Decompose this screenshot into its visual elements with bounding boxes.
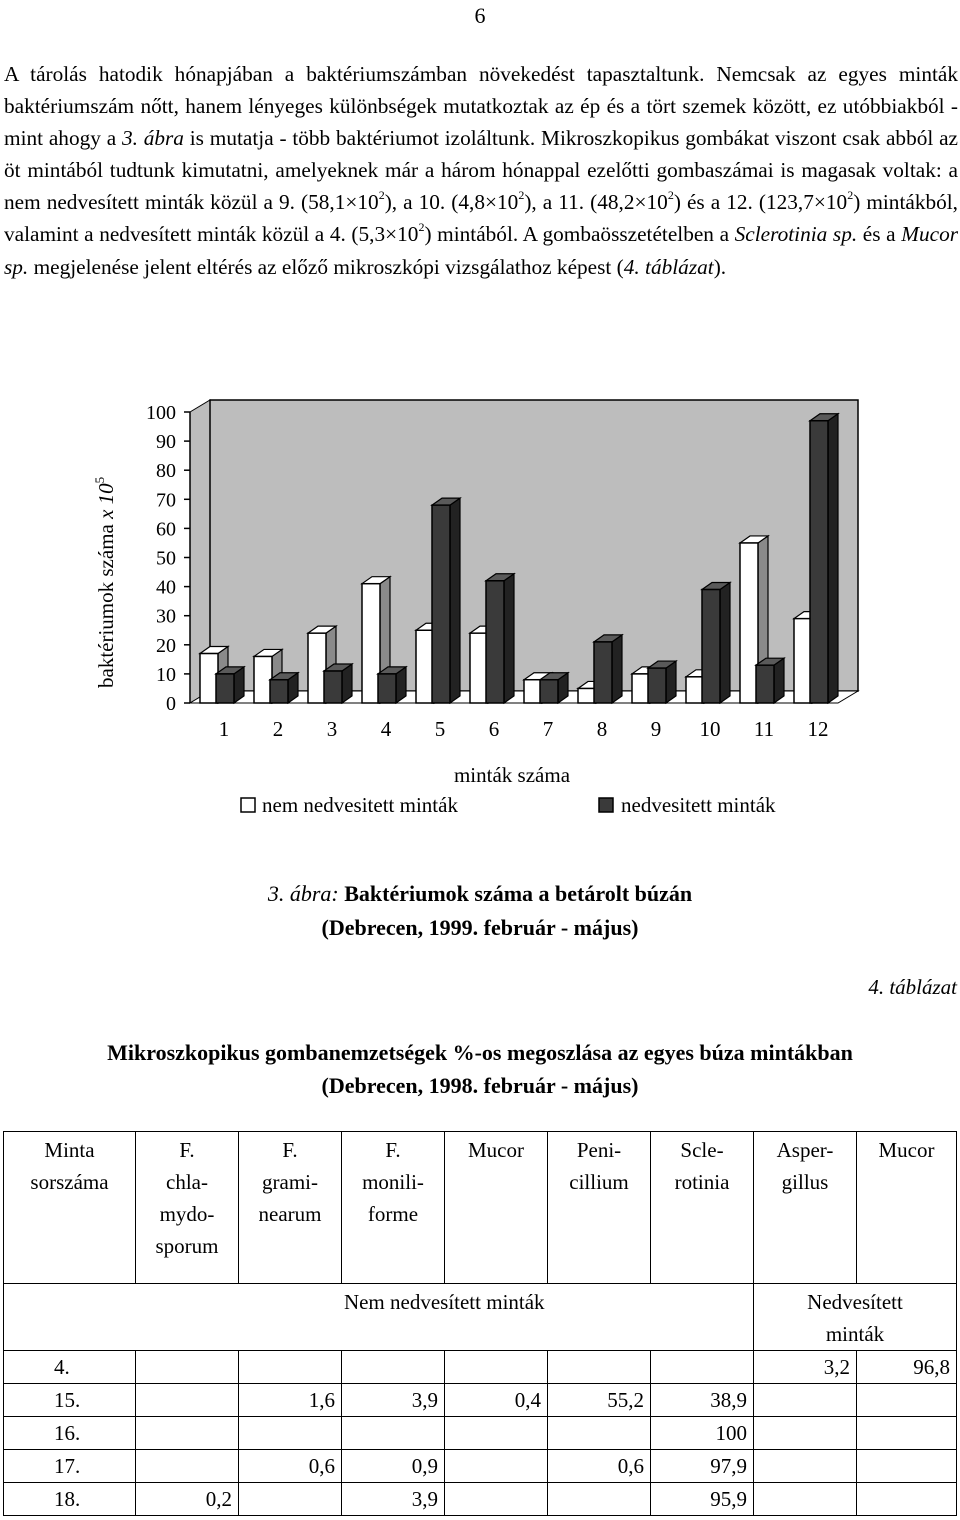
table-row xyxy=(4,1417,957,1450)
x-tick-label: 11 xyxy=(753,717,775,741)
bar-moistened xyxy=(810,414,838,703)
legend-swatch-non-moistened xyxy=(241,798,255,812)
table-row xyxy=(4,1384,957,1417)
figure-title-line1: Baktériumok száma a betárolt búzán xyxy=(338,881,693,906)
exponent: 2 xyxy=(667,188,674,203)
text-run: ). xyxy=(713,254,727,279)
exponent: 2 xyxy=(518,188,525,203)
x-tick-label: 4 xyxy=(380,717,392,741)
x-axis-title: minták száma xyxy=(453,763,571,787)
table-group-row xyxy=(4,1284,957,1351)
table-cell: 3,9 xyxy=(342,1384,445,1417)
table-row xyxy=(4,1351,957,1384)
header-f-graminearum: F. grami- nearum xyxy=(239,1132,342,1284)
times-sign: × xyxy=(345,190,358,215)
bar-moistened-face xyxy=(720,583,730,703)
table-cell xyxy=(136,1450,239,1483)
table-cell: 96,8 xyxy=(857,1351,957,1384)
bar-moistened xyxy=(648,661,676,703)
bar-moistened-face xyxy=(378,674,396,703)
y-tick-label: 60 xyxy=(156,518,176,541)
table-cell xyxy=(754,1384,857,1417)
header-penicillium: Peni- cillium xyxy=(548,1132,651,1284)
table-cell xyxy=(754,1450,857,1483)
y-axis-title: baktériumok száma x $10^5$ xyxy=(92,476,118,688)
table-body xyxy=(4,1351,957,1516)
x-tick-label: 7 xyxy=(542,717,554,741)
text-run: megjelenése jelent eltérés az előző mikroszkópi vizsgálathoz képest ( xyxy=(28,254,624,279)
table-cell: 0,4 xyxy=(445,1384,548,1417)
header-minta: Minta sorszáma xyxy=(4,1132,136,1284)
row-label: 17. xyxy=(4,1450,136,1483)
bar-moistened-face xyxy=(774,658,784,703)
bar-moistened xyxy=(702,583,730,703)
bar-moistened-face xyxy=(648,668,666,703)
table-cell: 0,2 xyxy=(136,1483,239,1516)
table-title-line1: Mikroszkopikus gombanemzetségek %-os megoszlása az egyes búza mintákban xyxy=(107,1040,853,1065)
bar-moistened-face xyxy=(612,635,622,703)
table-cell: 95,9 xyxy=(651,1483,754,1516)
table-cell: 97,9 xyxy=(651,1450,754,1483)
y-tick-label: 0 xyxy=(166,693,176,715)
table-cell: 3,9 xyxy=(342,1483,445,1516)
table-cell xyxy=(754,1483,857,1516)
table-cell xyxy=(136,1351,239,1384)
bar-moistened-face xyxy=(324,671,342,703)
table-cell xyxy=(857,1483,957,1516)
table-cell xyxy=(857,1417,957,1450)
table-cell xyxy=(548,1483,651,1516)
x-tick-label: 9 xyxy=(650,717,662,741)
y-tick-label: 80 xyxy=(156,460,176,483)
figure-caption xyxy=(0,877,960,945)
table-cell: 1,6 xyxy=(239,1384,342,1417)
bar-moistened-face xyxy=(486,581,504,703)
header-mucor-2: Mucor xyxy=(857,1132,957,1284)
x-tick-label: 3 xyxy=(326,717,338,741)
text-run: ) mintákból, valamint a nedvesített minták közül a 4. (5,3 xyxy=(4,190,959,247)
exponent: 2 xyxy=(847,188,854,203)
x-tick-label: 5 xyxy=(434,717,446,741)
bar-moistened xyxy=(594,635,622,703)
text-run: és a xyxy=(857,222,902,247)
y-tick-label: 90 xyxy=(156,431,176,454)
bar-moistened-face xyxy=(540,680,558,703)
y-tick-label: 10 xyxy=(156,663,176,686)
table-cell xyxy=(239,1483,342,1516)
y-tick-label: 70 xyxy=(156,489,176,512)
table-cell: 0,6 xyxy=(239,1450,342,1483)
bar-moistened-face xyxy=(504,574,514,703)
bar-moistened xyxy=(270,673,298,703)
figure-title-line2: (Debrecen, 1999. február - május) xyxy=(321,915,639,940)
bar-moistened xyxy=(756,658,784,703)
legend-swatch-moistened xyxy=(599,798,613,812)
x-tick-label: 6 xyxy=(488,717,500,741)
table-row xyxy=(4,1450,957,1483)
table-cell: 3,2 xyxy=(754,1351,857,1384)
text-run: A tárolás hatodik hónapjában a baktériumszámban növekedést tapasztaltunk. Nemcsak az egyes minták baktériumszám nőtt, hanem lényeges különbségek mutatkoztak az ép és a tört szemek között, ez utóbbiakból - mint ahogy a xyxy=(4,62,958,151)
x-tick-label: 10 xyxy=(699,717,721,741)
bar-moistened xyxy=(432,498,460,703)
exponent: 2 xyxy=(378,188,385,203)
y-tick-label: 20 xyxy=(156,634,176,657)
power-base: 10 xyxy=(397,222,419,247)
bar-moistened-face xyxy=(756,665,774,703)
power-base: 10 xyxy=(497,190,519,215)
header-aspergillus: Asper- gillus xyxy=(754,1132,857,1284)
y-tick-label: 100 xyxy=(146,402,176,424)
table-row xyxy=(4,1483,957,1516)
table-cell xyxy=(342,1417,445,1450)
times-sign: × xyxy=(813,190,826,215)
header-sclerotinia: Scle- rotinia xyxy=(651,1132,754,1284)
table-cell xyxy=(754,1417,857,1450)
table-cell: 38,9 xyxy=(651,1384,754,1417)
table-cell: 55,2 xyxy=(548,1384,651,1417)
figure-reference: 3. ábra xyxy=(121,126,184,151)
group-moistened: Nedvesített minták xyxy=(754,1284,957,1351)
table-cell xyxy=(548,1417,651,1450)
x-tick-label: 2 xyxy=(272,717,284,741)
times-sign: × xyxy=(385,222,398,247)
table-cell xyxy=(136,1417,239,1450)
bar-moistened xyxy=(378,667,406,703)
text-run: ), a 11. (48,2 xyxy=(524,190,635,215)
times-sign: × xyxy=(634,190,647,215)
power-base: 10 xyxy=(357,190,379,215)
group-empty xyxy=(4,1284,136,1351)
table-cell xyxy=(239,1351,342,1384)
table-cell: 100 xyxy=(651,1417,754,1450)
y-tick-label: 50 xyxy=(156,547,176,570)
table-reference: 4. táblázat xyxy=(623,254,714,279)
body-paragraph xyxy=(4,58,958,283)
chart-canvas xyxy=(0,390,960,820)
table-cell xyxy=(445,1450,548,1483)
x-tick-label: 1 xyxy=(218,717,230,741)
times-sign: × xyxy=(485,190,498,215)
table-cell xyxy=(445,1351,548,1384)
bacteria-bar-chart xyxy=(0,390,960,820)
page-number: 6 xyxy=(474,3,486,28)
species-name: Sclerotinia sp. xyxy=(734,222,858,247)
bar-moistened-face xyxy=(450,498,460,703)
table-cell xyxy=(651,1351,754,1384)
table-cell xyxy=(445,1417,548,1450)
table-title-line2: (Debrecen, 1998. február - május) xyxy=(321,1073,639,1098)
table-cell xyxy=(548,1351,651,1384)
bar-moistened-face xyxy=(216,674,234,703)
bar-moistened-face xyxy=(270,680,288,703)
table-cell xyxy=(857,1384,957,1417)
y-tick-label: 40 xyxy=(156,576,176,599)
bar-moistened xyxy=(324,664,352,703)
header-f-moniliforme: F. monili- forme xyxy=(342,1132,445,1284)
table-cell: 0,9 xyxy=(342,1450,445,1483)
text-run: is mutatja - több baktériumot izoláltunk. Mikroszkopikus gombákat viszont csak abból az öt mintából tudtunk kimutatni, amelyeknek már a három hónappal ezelőtti gombaszámai is magasak voltak: a nem nedvesített minták közül a 9. (58,1 xyxy=(4,126,958,215)
row-label: 18. xyxy=(4,1483,136,1516)
legend-label-non-moistened: nem nedvesitett minták xyxy=(262,793,458,817)
bar-moistened xyxy=(540,673,568,703)
power-base: 10 xyxy=(825,190,848,215)
text-run: ), a 10. (4,8 xyxy=(384,190,486,215)
x-tick-label: 12 xyxy=(807,717,829,741)
table-cell xyxy=(857,1450,957,1483)
table-label: 4. táblázat xyxy=(868,975,957,999)
species-name: Mucor sp. xyxy=(4,222,959,279)
bar-moistened-face xyxy=(810,421,828,703)
row-label: 4. xyxy=(4,1351,136,1384)
power-base: 10 xyxy=(646,190,668,215)
text-run: ) és a 12. (123,7 xyxy=(673,190,814,215)
bar-moistened xyxy=(486,574,514,703)
exponent: 2 xyxy=(418,220,425,235)
x-tick-label: 8 xyxy=(596,717,608,741)
y-tick-label: 30 xyxy=(156,605,176,628)
figure-label: 3. ábra: xyxy=(267,881,339,906)
table-cell xyxy=(445,1483,548,1516)
header-mucor: Mucor xyxy=(445,1132,548,1284)
table-title xyxy=(0,1036,960,1102)
row-label: 15. xyxy=(4,1384,136,1417)
row-label: 16. xyxy=(4,1417,136,1450)
table-cell xyxy=(239,1417,342,1450)
bar-moistened-face xyxy=(594,642,612,703)
text-run: ) mintából. A gombaösszetételben a xyxy=(424,222,735,247)
header-f-chlamydosporum: F. chla- mydo- sporum xyxy=(136,1132,239,1284)
table-cell: 0,6 xyxy=(548,1450,651,1483)
fungi-distribution-table xyxy=(3,1131,957,1516)
table-cell xyxy=(342,1351,445,1384)
table-cell xyxy=(136,1384,239,1417)
bar-moistened xyxy=(216,667,244,703)
bar-moistened-face xyxy=(828,414,838,703)
table-header-row xyxy=(4,1132,957,1284)
bar-moistened-face xyxy=(432,505,450,703)
bar-moistened-face xyxy=(702,590,720,703)
group-non-moistened: Nem nedvesített minták xyxy=(136,1284,754,1351)
legend-label-moistened: nedvesitett minták xyxy=(621,793,776,817)
